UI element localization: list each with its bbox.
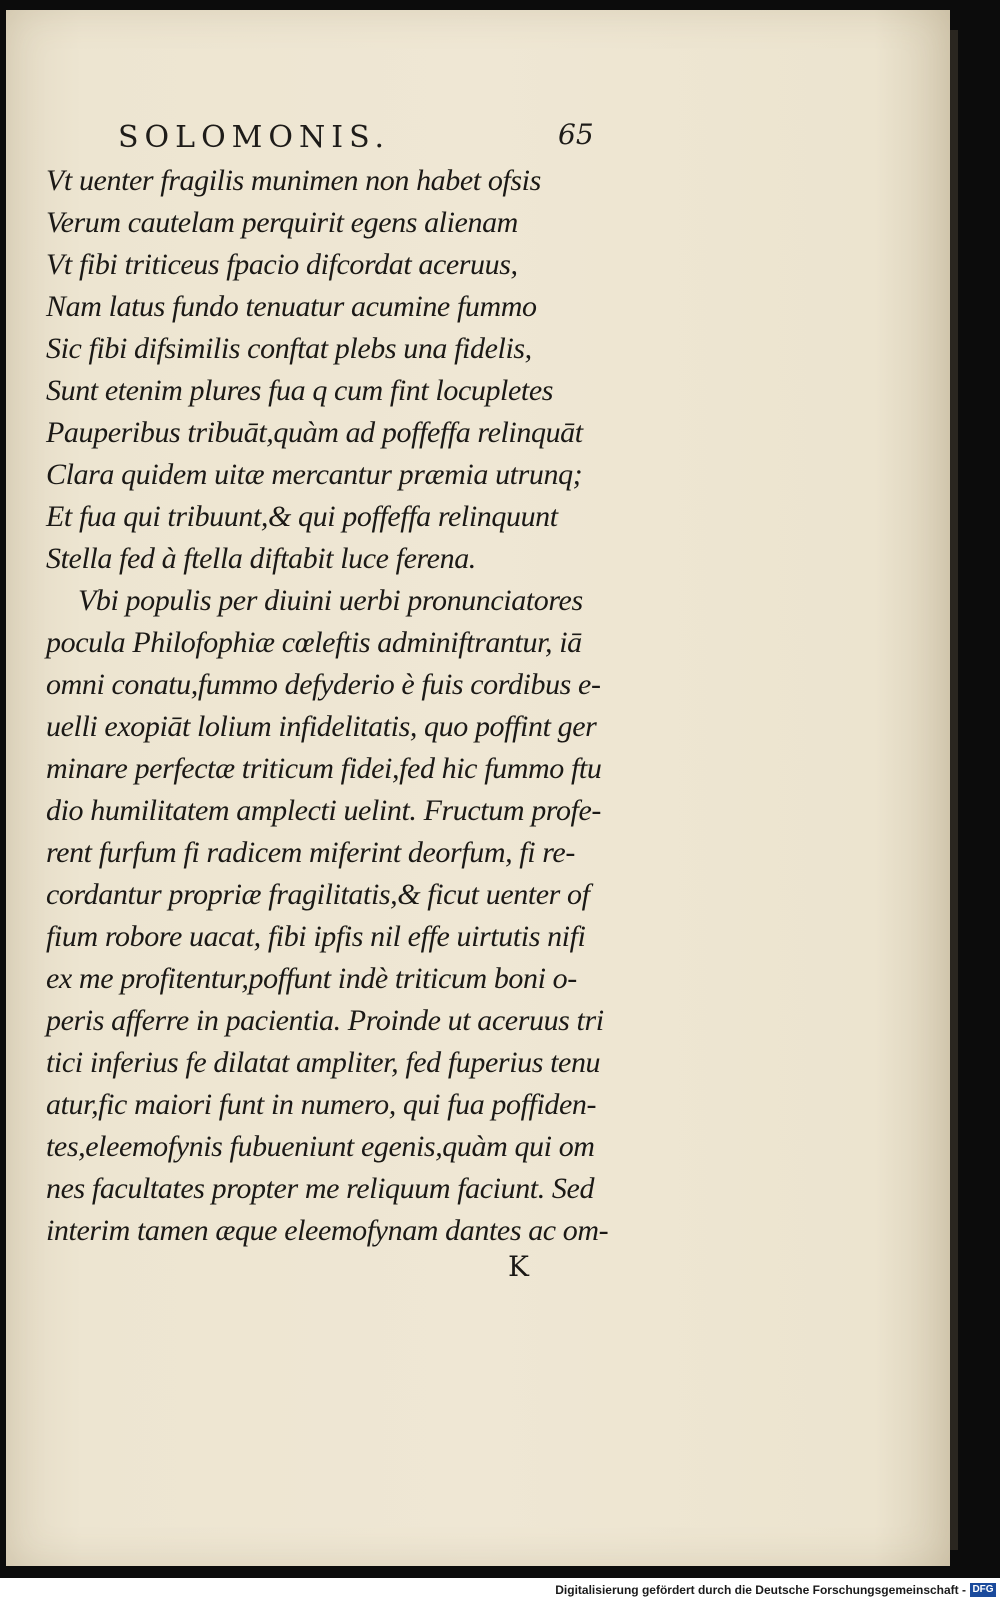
prose-line: ex me profitentur,poffunt indè triticum boni o- [46,962,577,995]
prose-line: minare perfectæ triticum fidei,fed hic fummo ftu [46,752,602,785]
prose-line: tes,eleemofynis fubueniunt egenis,quàm qui om [46,1130,595,1163]
prose-line: pocula Philofophiæ cœleftis adminiftrantur, iā [46,626,582,659]
digitization-footer [0,1580,1000,1602]
verse-line: Et fua qui tribuunt,& qui poffeffa relinquunt [46,500,558,533]
prose-line: rent furfum fi radicem miferint deorfum, fi re- [46,836,575,869]
footer-credit: Digitalisierung gefördert durch die Deutsche Forschungsgemeinschaft - [555,1583,966,1597]
verse-block [46,160,666,580]
prose-line: dio humilitatem amplecti uelint. Fructum profe- [46,794,601,827]
prose-line: uelli exopiāt lolium infidelitatis, quo poffint ger [46,710,597,743]
verse-line: Clara quidem uitæ mercantur præmia utrunq; [46,458,583,491]
prose-line: interim tamen æque eleemofynam dantes ac om- [46,1214,609,1247]
prose-line: peris afferre in pacientia. Proinde ut aceruus tri [46,1004,604,1037]
prose-line: cordantur propriæ fragilitatis,& ficut uenter of [46,878,590,911]
book-page [6,10,950,1566]
prose-line: Vbi populis per diuini uerbi pronunciatores [78,584,583,617]
verse-line: Verum cautelam perquirit egens alienam [46,206,518,239]
page-edge [950,30,958,1550]
prose-line: fium robore uacat, fibi ipfis nil effe uirtutis nifi [46,920,586,953]
dfg-logo: DFG [970,1583,996,1597]
verse-line: Stella fed à ftella diftabit luce ferena. [46,542,476,575]
prose-paragraph [46,580,666,1252]
prose-line: atur,fic maiori funt in numero, qui fua poffiden- [46,1088,597,1121]
verse-line: Vt uenter fragilis munimen non habet ofsis [46,164,541,197]
prose-line: nes facultates propter me reliquum faciunt. Sed [46,1172,595,1205]
verse-line: Vt fibi triticeus fpacio difcordat aceruus, [46,248,518,281]
page-text [46,160,666,1252]
prose-line: tici inferius fe dilatat ampliter, fed fuperius tenu [46,1046,601,1079]
running-head [118,116,658,160]
verse-line: Nam latus fundo tenuatur acumine fummo [46,290,537,323]
page-number: 65 [558,118,594,151]
catchword: K [508,1250,529,1283]
prose-line: omni conatu,fummo defyderio è fuis cordibus e- [46,668,601,701]
verse-line: Pauperibus tribuāt,quàm ad poffeffa relinquāt [46,416,583,449]
verse-line: Sic fibi difsimilis conftat plebs una fidelis, [46,332,532,365]
verse-line: Sunt etenim plures fua q cum fint locupletes [46,374,554,407]
running-title: SOLOMONIS. [118,120,391,155]
